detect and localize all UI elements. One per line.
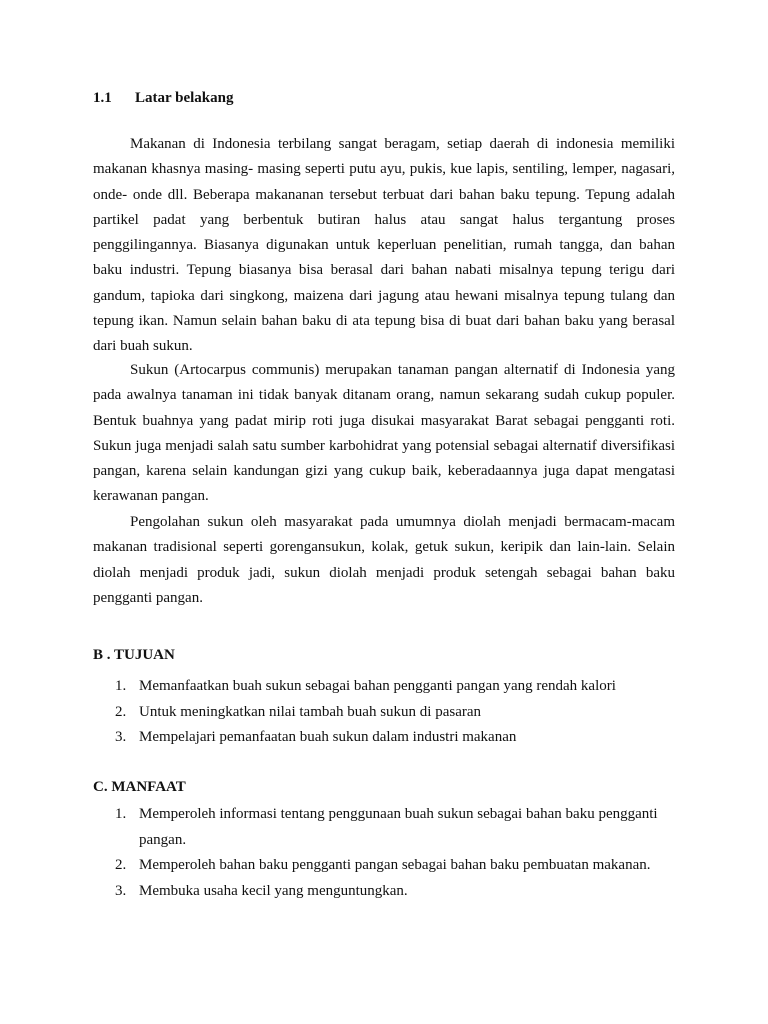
- list-item-text: Memperoleh informasi tentang penggunaan buah sukun sebagai bahan baku pengganti pangan.: [139, 806, 658, 848]
- list-marker: 2.: [115, 703, 127, 720]
- list-item: [93, 879, 675, 905]
- list-item-text: Memperoleh bahan baku pengganti pangan sebagai bahan baku pembuatan makanan.: [139, 857, 651, 873]
- paragraph-sukun: Sukun (Artocarpus communis) merupakan tanaman pangan alternatif di Indonesia yang pada awalnya tanaman ini tidak banyak ditanam orang, namun sekarang sudah cukup populer. Bentuk buahnya yang padat mirip roti juga disukai masyarakat Barat sebagai pengganti roti. Sukun juga menjadi salah satu sumber karbohidrat yang potensial sebagai alternatif diversifikasi pangan, karena selain kandungan gizi yang cukup baik, keberadaannya juga dapat mengatasi kerawanan pangan.: [93, 362, 675, 505]
- manfaat-list: [93, 802, 675, 904]
- list-item-text: Untuk meningkatkan nilai tambah buah sukun di pasaran: [139, 703, 482, 720]
- paragraph-makanan: Makanan di Indonesia terbilang sangat beragam, setiap daerah di indonesia memiliki makanan khasnya masing- masing seperti putu ayu, pukis, kue lapis, sentiling, lemper, nagasari, onde- onde dll. Beberapa makananan tersebut terbuat dari bahan baku tepung. Tepung adalah partikel padat yang berbentuk butiran halus atau sangat halus tergantung proses penggilingannya. Biasanya digunakan untuk keperluan penelitian, rumah tangga, dan bahan baku industri. Tepung biasanya bisa berasal dari bahan nabati misalnya tepung terigu dari gandum, tapioka dari singkong, maizena dari jagung atau hewani misalnya tepung tulang dan tepung ikan. Namun selain bahan baku di ata tepung bisa di buat dari bahan baku yang berasal dari buah sukun.: [93, 136, 675, 355]
- list-marker: 1.: [115, 806, 127, 822]
- list-marker: 3.: [115, 729, 127, 745]
- paragraph-pengolahan: Pengolahan sukun oleh masyarakat pada umumnya diolah menjadi bermacam-macam makanan tradisional seperti gorengansukun, kolak, getuk sukun, keripik dan lain-lain. Selain diolah menjadi produk jadi, sukun diolah menjadi produk setengah sebagai bahan baku pengganti pangan.: [93, 514, 675, 606]
- list-marker: 2.: [115, 857, 127, 873]
- list-item-text: Mempelajari pemanfaatan buah sukun dalam industri makanan: [139, 729, 517, 745]
- list-marker: 3.: [115, 882, 127, 899]
- section-heading-manfaat: C. MANFAAT: [93, 779, 186, 795]
- list-item: [93, 725, 675, 751]
- list-item: [93, 853, 675, 879]
- list-item: [93, 802, 675, 853]
- list-item: [93, 674, 675, 700]
- section-heading-latar-belakang: [93, 88, 234, 108]
- list-item-text: Memanfaatkan buah sukun sebagai bahan pengganti pangan yang rendah kalori: [139, 678, 616, 694]
- list-item: [93, 700, 675, 726]
- section-title: Latar belakang: [135, 90, 234, 106]
- section-heading-tujuan: B . TUJUAN: [93, 647, 175, 663]
- section-number: 1.1: [93, 90, 112, 106]
- list-marker: 1.: [115, 678, 127, 694]
- list-item-text: Membuka usaha kecil yang menguntungkan.: [139, 882, 408, 899]
- tujuan-list: [93, 674, 675, 751]
